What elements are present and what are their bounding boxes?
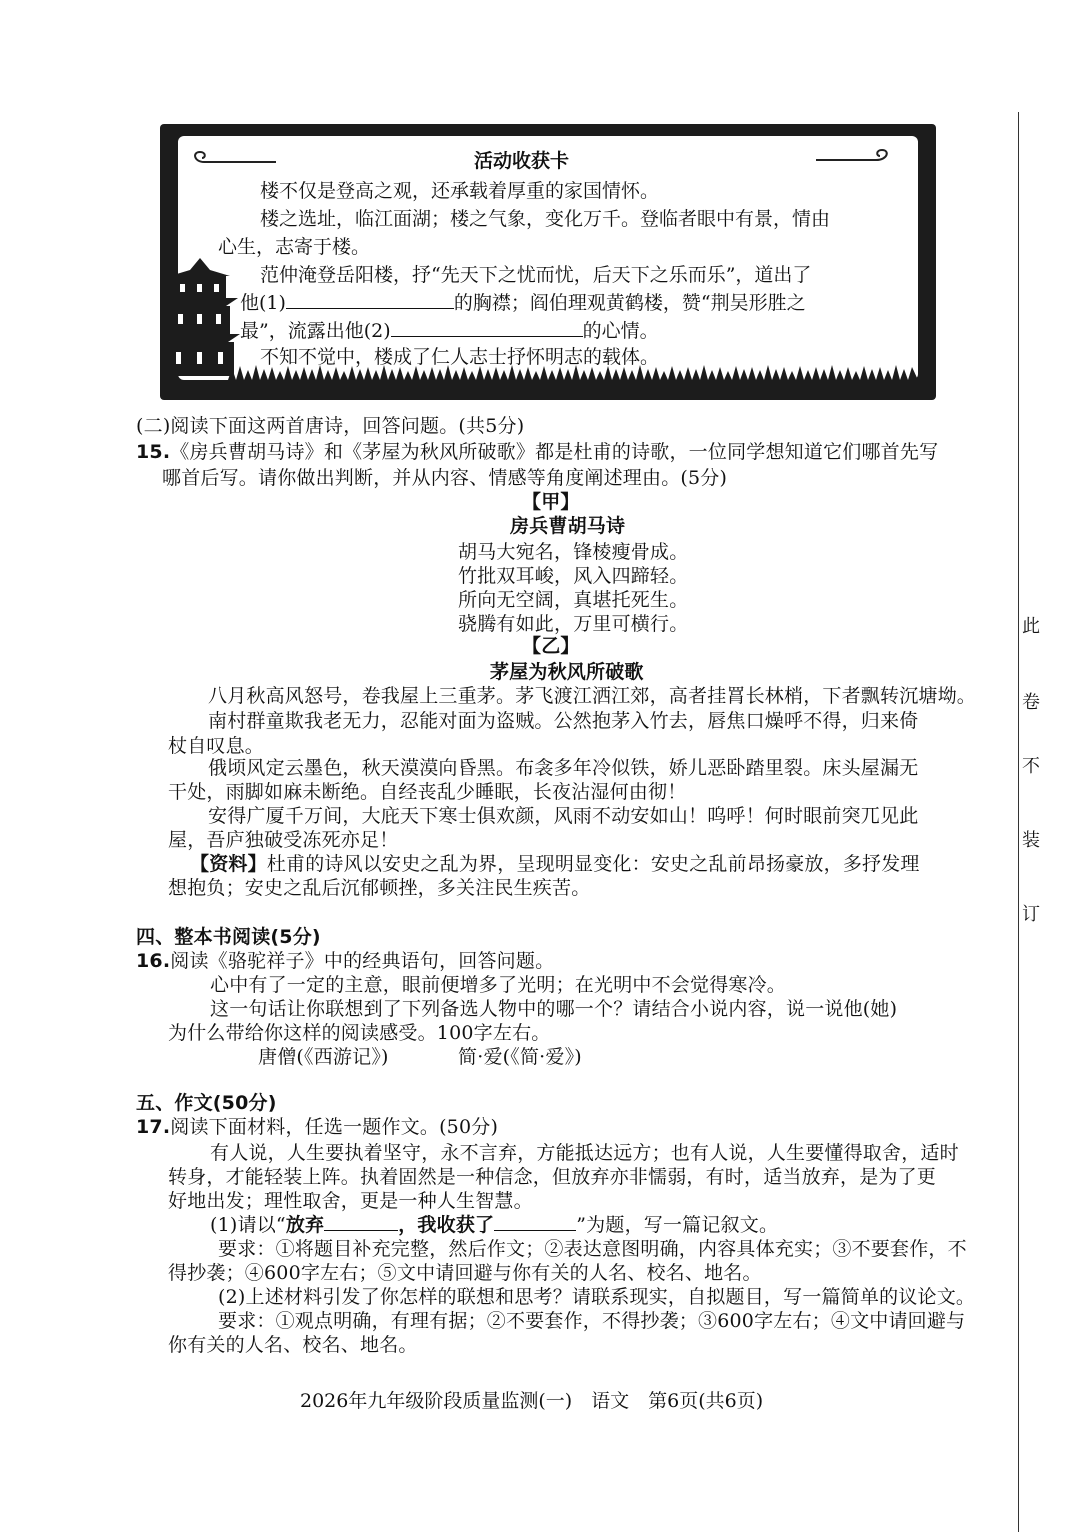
jia-label: 【甲】	[522, 491, 580, 513]
q15-line-2: 哪首后写。请你做出判断，并从内容、情感等角度阐述理由。(5分)	[162, 467, 728, 489]
ziliao-text-1: 杜甫的诗风以安史之乱为界，呈现明显变化：安史之乱前昂扬豪放，多抒发理	[266, 853, 920, 875]
pagoda-icon	[160, 256, 240, 376]
q16-quote: 心中有了一定的主意，眼前便增多了光明；在光明中不会觉得寒冷。	[210, 974, 787, 996]
q16-line-1	[136, 948, 554, 974]
section2-heading: (二)阅读下面这两首唐诗，回答问题。(共5分)	[136, 415, 525, 437]
poem2-line-1: 八月秋高风怒号，卷我屋上三重茅。茅飞渡江洒江郊，高者挂罥长林梢，下者飘转沉塘坳。	[208, 685, 977, 707]
binding-char-4: 装	[1022, 830, 1040, 851]
q16-line-3: 为什么带给你这样的阅读感受。100字左右。	[168, 1022, 551, 1044]
card-line-7: 不知不觉中，楼成了仁人志士抒怀明志的载体。	[260, 346, 660, 368]
q17-line-1	[136, 1114, 498, 1140]
topic1-line	[210, 1212, 778, 1238]
topic2-req-1: 要求：①观点明确，有理有据；②不要套作，不得抄袭；③600字左右；④文中请回避与	[218, 1310, 966, 1332]
topic1-req-2: 得抄袭；④600字左右；⑤文中请回避与你有关的人名、校名、地名。	[168, 1262, 762, 1284]
q15-line-1	[136, 439, 938, 465]
poem2-line-4: 俄顷风定云墨色，秋天漠漠向昏黑。布衾多年冷似铁，娇儿恶卧踏里裂。床头屋漏无	[208, 757, 919, 779]
yi-label: 【乙】	[522, 635, 580, 657]
ziliao-line-2: 想抱负；安史之乱后沉郁顿挫，多关注民生疾苦。	[168, 877, 591, 899]
card-title: 活动收获卡	[474, 150, 570, 172]
section4-heading: 四、整本书阅读(5分)	[136, 926, 321, 948]
poem1-line-2: 竹批双耳峻，风入四蹄轻。	[458, 565, 689, 587]
card-line-2: 楼之选址，临江面湖；楼之气象，变化万千。登临者眼中有景，情由	[260, 208, 831, 230]
poem1-title: 房兵曹胡马诗	[510, 515, 626, 537]
q17-text-1: 阅读下面材料，任选一题作文。(50分)	[170, 1116, 499, 1138]
q16-option-1: 唐僧(《西游记》)	[258, 1046, 389, 1068]
topic1-text-c: ，我收获了	[398, 1214, 495, 1236]
page-footer: 2026年九年级阶段质量监测(一) 语文 第6页(共6页)	[300, 1390, 764, 1412]
q17-number: 17.	[136, 1116, 171, 1138]
material-line-1: 有人说，人生要执着坚守，永不言弃，方能抵达远方；也有人说，人生要懂得取舍，适时	[210, 1142, 959, 1164]
card-line-6-start: 最”，流露出他(2)	[240, 320, 391, 342]
poem2-line-6: 安得广厦千万间，大庇天下寒士俱欢颜，风雨不动安如山！呜呼！何时眼前突兀见此	[208, 805, 919, 827]
material-line-2: 转身，才能轻装上阵。执着固然是一种信念，但放弃亦非懦弱，有时，适当放弃，是为了更	[168, 1166, 937, 1188]
topic1-text-a: (1)请以“	[210, 1214, 286, 1236]
binding-char-5: 订	[1022, 904, 1040, 925]
section5-heading: 五、作文(50分)	[136, 1092, 277, 1114]
poem2-line-7: 屋，吾庐独破受冻死亦足！	[168, 829, 399, 851]
q16-number: 16.	[136, 950, 171, 972]
q15-number: 15.	[136, 441, 171, 463]
activity-card	[178, 136, 918, 380]
q16-line-2: 这一句话让你联想到了下列备选人物中的哪一个？请结合小说内容，说一说他(她)	[210, 998, 898, 1020]
ziliao-line-1	[190, 851, 920, 877]
poem1-line-4: 骁腾有如此，万里可横行。	[458, 613, 689, 635]
ziliao-label: 【资料】	[190, 853, 267, 875]
binding-char-3: 不	[1022, 756, 1040, 777]
answer-blank-2[interactable]	[391, 318, 583, 337]
poem1-line-3: 所向无空阔，真堪托死生。	[458, 589, 689, 611]
card-line-4: 范仲淹登岳阳楼，抒“先天下之忧而忧，后天下之乐而乐”，道出了	[260, 264, 812, 286]
topic1-text-d: ”为题，写一篇记叙文。	[576, 1214, 779, 1236]
poem2-line-2: 南村群童欺我老无力，忍能对面为盗贼。公然抱茅入竹去，唇焦口燥呼不得，归来倚	[208, 710, 919, 732]
poem2-line-3: 杖自叹息。	[168, 735, 265, 757]
topic-blank-1[interactable]	[324, 1212, 398, 1231]
binding-char-2: 卷	[1022, 692, 1040, 713]
card-line-6-end: 的心情。	[582, 320, 659, 342]
card-line-5	[240, 288, 806, 318]
card-line-3: 心生，志寄于楼。	[218, 236, 371, 258]
q15-text-1: 《房兵曹胡马诗》和《茅屋为秋风所破歌》都是杜甫的诗歌，一位同学想知道它们哪首先写	[170, 441, 939, 463]
topic1-req-1: 要求：①将题目补充完整，然后作文；②表达意图明确，内容具体充实；③不要套作，不	[218, 1238, 967, 1260]
poem1-line-1: 胡马大宛名，锋棱瘦骨成。	[458, 541, 689, 563]
q16-option-2: 简·爱(《简·爱》)	[458, 1046, 582, 1068]
topic2-req-2: 你有关的人名、校名、地名。	[168, 1334, 418, 1356]
answer-blank-1[interactable]	[286, 290, 454, 309]
card-line-5-end: 的胸襟；阎伯理观黄鹤楼，赞“荆吴形胜之	[453, 292, 806, 314]
binding-char-1: 此	[1022, 616, 1040, 637]
poem2-line-5: 干处，雨脚如麻未断绝。自经丧乱少睡眠，长夜沾湿何由彻！	[168, 781, 687, 803]
material-line-3: 好地出发；理性取舍，更是一种人生智慧。	[168, 1190, 533, 1212]
card-line-1: 楼不仅是登高之观，还承载着厚重的家国情怀。	[260, 180, 660, 202]
q16-text-1: 阅读《骆驼祥子》中的经典语句，回答问题。	[170, 950, 555, 972]
poem2-title: 茅屋为秋风所破歌	[490, 661, 644, 683]
topic2-line-1: (2)上述材料引发了你怎样的联想和思考？请联系现实，自拟题目，写一篇简单的议论文。	[218, 1286, 976, 1308]
binding-line	[1018, 112, 1019, 1532]
card-line-5-start: 他(1)	[240, 292, 286, 314]
topic1-text-b: 放弃	[285, 1214, 325, 1236]
topic-blank-2[interactable]	[494, 1212, 576, 1231]
